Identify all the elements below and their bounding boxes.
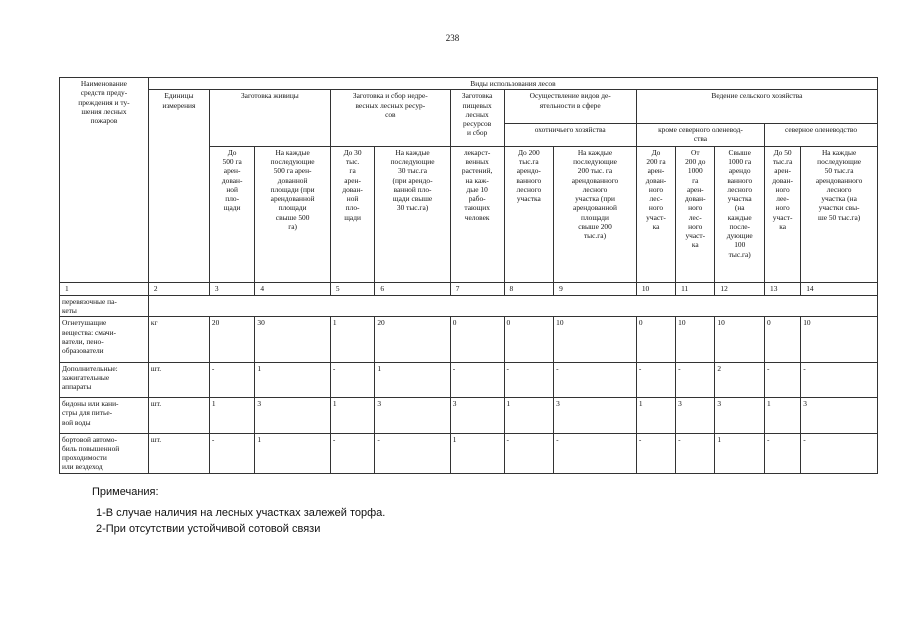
table-cell: шт.	[148, 433, 209, 473]
page-number: 238	[445, 33, 460, 43]
note-item: 1-В случае наличия на лесных участках залежей торфа.	[96, 506, 386, 519]
table-cell: 30	[255, 317, 330, 362]
table-cell: -	[330, 433, 374, 473]
table-row	[60, 433, 878, 473]
table-cell: 3	[715, 398, 765, 433]
table-cell: -	[504, 433, 554, 473]
table-cell: 3	[450, 398, 504, 433]
table-cell: 10	[554, 317, 637, 362]
table-cell: -	[801, 433, 878, 473]
notes-section	[92, 485, 385, 538]
table-cell: -	[450, 362, 504, 397]
column-number: 1	[60, 283, 149, 295]
detail-header-col-7: лекарст- венных растений, на каж- дые 10 рабо- тающих человек	[450, 146, 504, 282]
detail-header-col-6: На каждые последующие 30 тыс.га (при арендо- ванной пло- щади свыше 30 тыс.га)	[375, 146, 450, 282]
column-number: 4	[255, 283, 330, 295]
table-cell: 10	[676, 317, 715, 362]
subheader-hunting: охотничьего хозяйства	[504, 123, 636, 146]
table-cell: -	[209, 362, 254, 397]
header-nonwood: Заготовка и сбор недре- весных лесных ресур- сов	[330, 90, 450, 147]
detail-header-col-14: На каждые последующие 50 тыс.га арендованного лесного участка (на участки свы- ше 50 тыс.га)	[801, 146, 878, 282]
table-cell: -	[636, 433, 675, 473]
table-row	[60, 362, 878, 397]
forest-fire-equipment-table	[59, 77, 878, 474]
table-cell: 1	[255, 362, 330, 397]
table-cell: -	[554, 362, 637, 397]
detail-header-col-9: На каждые последующие 200 тыс. га арендованного лесного участка (при арендованной площади свыше 200 тыс.га)	[554, 146, 637, 282]
table-cell: 1	[255, 433, 330, 473]
table-cell: 1	[330, 398, 374, 433]
header-forest-uses: Виды использования лесов	[148, 78, 877, 90]
column-number: 7	[450, 283, 504, 295]
table-cell: -	[801, 362, 878, 397]
column-number: 2	[148, 283, 209, 295]
detail-header-col-13: До 50 тыс.га арен- дован- ного лее- ного участ- ка	[765, 146, 801, 282]
table-cell: -	[765, 433, 801, 473]
detail-header-col-3: До 500 га арен- дован- ной пло- щади	[209, 146, 254, 282]
table-cell: 3	[554, 398, 637, 433]
row-label: Огнетушащие вещества: смачи- ватели, пено- образователи	[60, 317, 149, 362]
detail-header-col-10: До 200 га арен- дован- ного лес- ного участ- ка	[636, 146, 675, 282]
column-number: 12	[715, 283, 765, 295]
table-cell: 3	[801, 398, 878, 433]
table-cell: 3	[676, 398, 715, 433]
table-cell: -	[330, 362, 374, 397]
header-hunting: Осуществление видов де- ятельности в сфере	[504, 90, 636, 123]
subheader-nonnorth-reindeer: кроме северного оленевод- ства	[636, 123, 764, 146]
header-agriculture: Ведение сельского хозяйства	[636, 90, 877, 123]
table-cell: -	[636, 362, 675, 397]
table-cell: 0	[504, 317, 554, 362]
row-label: Дополнительные: зажигательные аппараты	[60, 362, 149, 397]
column-number: 5	[330, 283, 374, 295]
note-item: 2-При отсутствии устойчивой сотовой связи	[96, 522, 321, 535]
row-label: перевязочные па- кеты	[60, 295, 149, 317]
detail-header-col-4: На каждые последующие 500 га арен- дованной площади (при арендованной площади свыше 500 га)	[255, 146, 330, 282]
table-cell: 10	[715, 317, 765, 362]
header-food: Заготовка пищевых лесных ресурсов и сбор	[450, 90, 504, 147]
header-units: Единицы измерения	[148, 90, 209, 283]
table-cell: -	[375, 433, 450, 473]
table-cell: шт.	[148, 362, 209, 397]
table-cell: 0	[636, 317, 675, 362]
detail-header-col-8: До 200 тыс.га арендо- ванного лесного участка	[504, 146, 554, 282]
table-cell: -	[676, 433, 715, 473]
table-cell: 20	[209, 317, 254, 362]
table-row	[60, 398, 878, 433]
subheader-north-reindeer: северное оленеводство	[765, 123, 878, 146]
table-cell: 1	[209, 398, 254, 433]
row-label: бидоны или кани- стры для питье- вой воды	[60, 398, 149, 433]
column-number: 10	[636, 283, 675, 295]
table-cell: -	[504, 362, 554, 397]
table-row	[60, 295, 878, 317]
table-cell: 3	[375, 398, 450, 433]
header-equipment-name: Наименование средств преду- преждения и ту- шения лесных пожаров	[60, 78, 149, 283]
detail-header-col-5: До 30 тыс. га арен- дован- ной пло- щади	[330, 146, 374, 282]
table-cell	[148, 295, 877, 317]
table-cell: -	[676, 362, 715, 397]
column-number: 9	[554, 283, 637, 295]
column-number: 6	[375, 283, 450, 295]
detail-header-col-12: Свыше 1000 га арендо ванного лесного участка (на каждые после- дующие 100 тыс.га)	[715, 146, 765, 282]
table-cell: -	[554, 433, 637, 473]
table-cell: 1	[504, 398, 554, 433]
column-number: 8	[504, 283, 554, 295]
table-cell: 1	[375, 362, 450, 397]
column-number: 11	[676, 283, 715, 295]
table-cell: шт.	[148, 398, 209, 433]
table-cell: 2	[715, 362, 765, 397]
table-cell: 10	[801, 317, 878, 362]
column-number: 3	[209, 283, 254, 295]
notes-title: Примечания:	[92, 486, 159, 498]
detail-header-col-11: От 200 до 1000 га арен- дован- ного лес- ного участ- ка	[676, 146, 715, 282]
column-number: 13	[765, 283, 801, 295]
table-cell: 1	[450, 433, 504, 473]
table-cell: 1	[715, 433, 765, 473]
table-cell: 20	[375, 317, 450, 362]
table-cell: 1	[636, 398, 675, 433]
table-cell: 0	[450, 317, 504, 362]
table-row	[60, 317, 878, 362]
column-number: 14	[801, 283, 878, 295]
table-cell: 3	[255, 398, 330, 433]
table-cell: -	[209, 433, 254, 473]
table-cell: 1	[765, 398, 801, 433]
row-label: бортовой автомо- биль повышенной проходимости или вездеход	[60, 433, 149, 473]
table-cell: 0	[765, 317, 801, 362]
table-cell: 1	[330, 317, 374, 362]
header-resin: Заготовка живицы	[209, 90, 330, 147]
table-cell: кг	[148, 317, 209, 362]
table-cell: -	[765, 362, 801, 397]
